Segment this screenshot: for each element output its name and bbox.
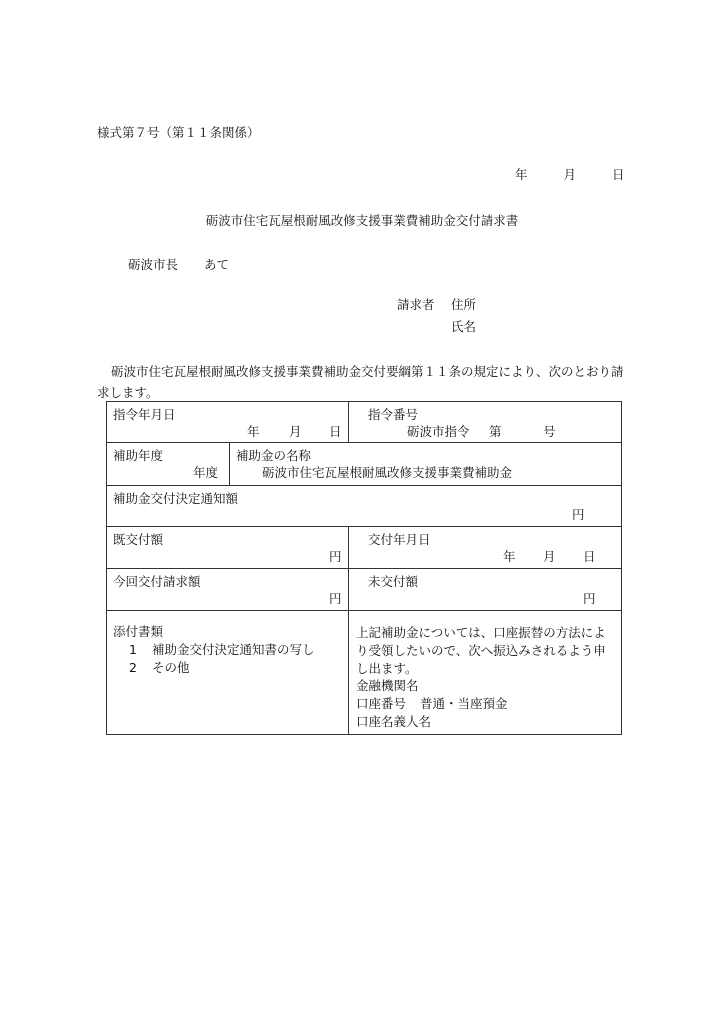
order-date-day: 日 xyxy=(329,424,342,439)
decision-amount-yen: 円 xyxy=(572,507,585,522)
paid-amount-yen: 円 xyxy=(329,549,342,564)
request-form-table xyxy=(106,401,622,735)
requester-name-label: 氏名 xyxy=(451,319,477,334)
subsidy-name-label: 補助金の名称 xyxy=(236,448,312,463)
attachment-1: 補助金交付決定通知書の写し xyxy=(152,642,315,657)
account-number-label: 口座番号 xyxy=(356,696,407,711)
row-divider xyxy=(107,568,621,569)
column-divider xyxy=(229,442,230,485)
account-holder-label: 口座名義人名 xyxy=(356,714,432,729)
request-amount-yen: 円 xyxy=(329,591,342,606)
row-divider xyxy=(107,610,621,611)
fiscal-year-suffix: 年度 xyxy=(193,465,219,480)
unpaid-amount-yen: 円 xyxy=(583,591,596,606)
attachments-label: 添付書類 xyxy=(113,624,164,639)
transfer-text: 上記補助金については、口座振替の方法により受領したいので、次へ振込みされるよう申し出ます。 xyxy=(356,625,606,676)
order-number-prefix: 砺波市指令 xyxy=(407,424,470,439)
decision-amount-label: 補助金交付決定通知額 xyxy=(113,491,239,506)
intro-text: 砺波市住宅瓦屋根耐風改修支援事業費補助金交付要綱第１１条の規定により、次のとおり請求します。 xyxy=(97,364,624,400)
paid-date-year: 年 xyxy=(503,549,516,564)
bank-name-label: 金融機関名 xyxy=(356,678,419,693)
requester-label: 請求者 xyxy=(397,297,435,312)
form-number: 様式第７号（第１１条関係） xyxy=(97,125,260,140)
addressee xyxy=(128,257,229,273)
unpaid-amount-label: 未交付額 xyxy=(368,574,419,589)
account-type: 普通・当座預金 xyxy=(420,696,508,711)
order-number-go: 号 xyxy=(543,424,556,439)
attachment-2: その他 xyxy=(152,660,190,675)
order-date-year: 年 xyxy=(247,424,260,439)
date-year: 年 xyxy=(515,167,528,182)
subsidy-name-value: 砺波市住宅瓦屋根耐風改修支援事業費補助金 xyxy=(262,465,513,480)
paid-date-label: 交付年月日 xyxy=(368,532,431,547)
requester-address-label: 住所 xyxy=(451,297,477,312)
date-day: 日 xyxy=(611,167,625,182)
order-date-label: 指令年月日 xyxy=(113,407,176,422)
order-number-dai: 第 xyxy=(489,424,502,439)
paid-amount-label: 既交付額 xyxy=(113,532,164,547)
attachment-1-number: 1 xyxy=(129,642,137,657)
date-month: 月 xyxy=(563,167,576,182)
submission-date xyxy=(515,167,624,183)
request-amount-label: 今回交付請求額 xyxy=(113,574,201,589)
attachment-2-number: 2 xyxy=(129,660,137,675)
column-divider xyxy=(348,402,349,442)
addressee-honorific: あて xyxy=(204,257,230,272)
order-date-month: 月 xyxy=(289,424,302,439)
document-title: 砺波市住宅瓦屋根耐風改修支援事業費補助金交付請求書 xyxy=(205,213,519,228)
column-divider xyxy=(348,526,349,610)
fiscal-year-label: 補助年度 xyxy=(113,448,164,463)
row-divider xyxy=(107,526,621,527)
order-number-label: 指令番号 xyxy=(368,407,419,422)
paid-date-day: 日 xyxy=(583,549,596,564)
row-divider xyxy=(107,485,621,486)
row-divider xyxy=(107,442,621,443)
paid-date-month: 月 xyxy=(543,549,556,564)
column-divider xyxy=(348,610,349,735)
addressee-name: 砺波市長 xyxy=(128,257,179,272)
